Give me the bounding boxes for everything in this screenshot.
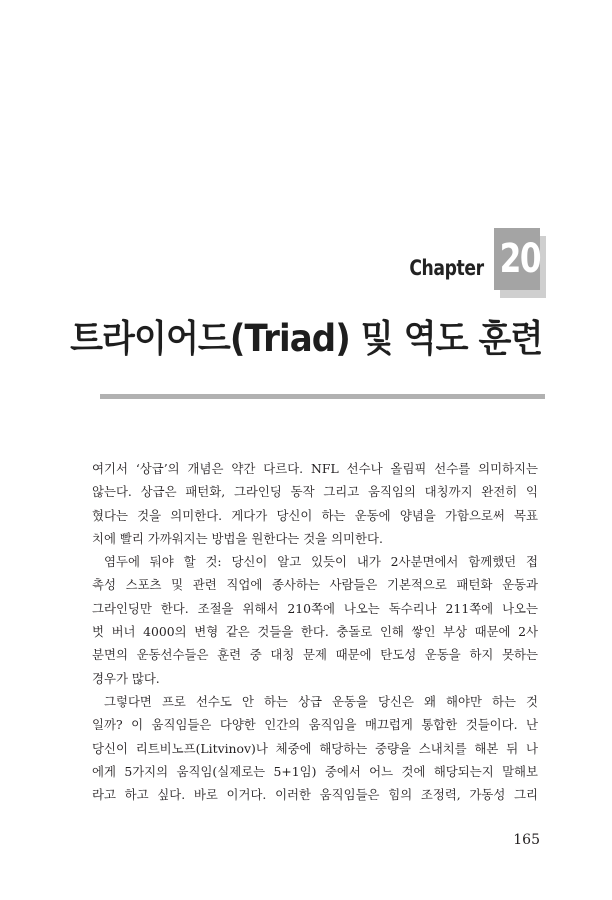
text-line: 그라인딩만 한다. 조절을 위해서 210쪽에 나오는 독수리나 211쪽에 나오는 bbox=[92, 600, 538, 616]
text-line: 여기서 ‘상급’의 개념은 약간 다르다. NFL 선수나 올림픽 선수를 의미하지는 bbox=[92, 461, 538, 476]
text-line: 그렇다면 프로 선수도 안 하는 상급 운동을 당신은 왜 해야만 하는 것 bbox=[104, 693, 538, 709]
text-line: 벗 버너 4000의 변형 같은 것들을 한다. 충돌로 인해 쌓인 부상 때문에 2사 bbox=[92, 624, 538, 640]
text-line: 치에 빨리 가까워지는 방법을 원한다는 것을 의미한다. bbox=[92, 530, 383, 546]
chapter-number bbox=[494, 228, 540, 290]
body-text bbox=[92, 457, 538, 806]
text-line: 라고 하고 싶다. 바로 이거다. 이러한 움직임들은 힘의 조정력, 가동성 그리 bbox=[92, 787, 538, 803]
chapter-title: 트라이어드(Triad) 및 역도 훈련 bbox=[69, 317, 542, 360]
chapter-heading bbox=[393, 228, 540, 290]
chapter-label: Chapter bbox=[409, 256, 484, 280]
text-line: 혔다는 것을 의미한다. 게다가 당신이 하는 운동에 양념을 가함으로써 목표 bbox=[92, 507, 538, 523]
text-line: 염두에 둬야 할 것: 당신이 알고 있듯이 내가 2사분면에서 함께했던 접 bbox=[104, 554, 538, 570]
title-divider bbox=[100, 394, 545, 399]
text-line: 분면의 운동선수들은 훈련 중 대칭 문제 때문에 탄도성 운동을 하지 못하는 bbox=[92, 647, 538, 663]
text-line: 경우가 많다. bbox=[92, 670, 160, 686]
text-line: 에게 5가지의 움직임(실제로는 5+1임) 중에서 어느 것에 해당되는지 말해보 bbox=[92, 763, 538, 779]
text-line: 않는다. 상급은 패턴화, 그라인딩 동작 그리고 움직임의 대칭까지 완전히 익 bbox=[92, 484, 538, 500]
page-number: 165 bbox=[513, 832, 540, 848]
chapter-number-text: 20 bbox=[499, 236, 540, 282]
chapter-number-box bbox=[494, 228, 540, 290]
text-line: 일까? 이 움직임들은 다양한 인간의 움직임을 매끄럽게 통합한 것들이다. 난 bbox=[92, 717, 538, 733]
text-line: 촉성 스포츠 및 관련 직업에 종사하는 사람들은 기본적으로 패턴화 운동과 bbox=[92, 577, 538, 593]
text-line: 당신이 리트비노프(Litvinov)나 체중에 해당하는 중량을 스내치를 해본 뒤 나 bbox=[92, 740, 538, 756]
